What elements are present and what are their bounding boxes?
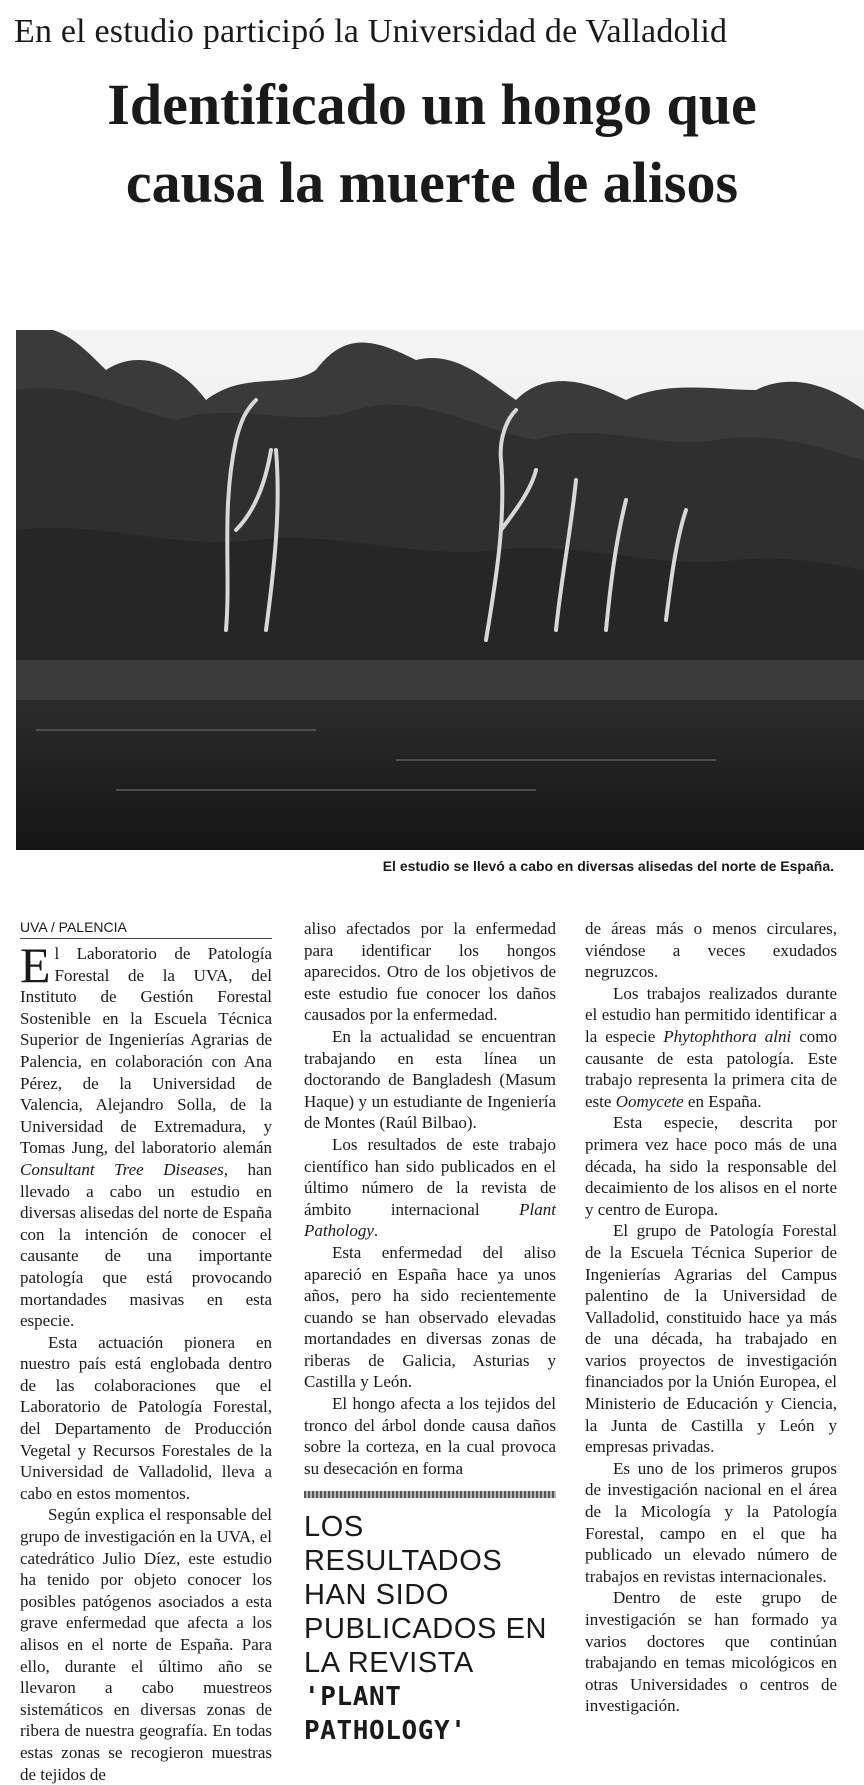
article-photo bbox=[16, 330, 864, 850]
paragraph-2: Esta actuación pionera en nuestro país está englobada dentro de las colaboraciones que el Laboratorio de Patología Forestal, del Departamento de Producción Vegetal y Recursos Forestales de la Universidad de Valladolid, lleva a cabo en estos momentos. bbox=[20, 1332, 272, 1503]
article-column-2 bbox=[304, 918, 556, 1748]
paragraph-13: Es uno de los primeros grupos de investigación nacional en el área de la Micología y la Patología Forestal, campo en el que ha publicado un elevado número de trabajos en revistas internacionales. bbox=[585, 1458, 837, 1586]
paragraph-7: Esta enfermedad del aliso apareció en España hace ya unos años, pero ha sido recientemente cuando se han observado elevadas mortandades en diversas zonas de riberas de Galicia, Asturias y Castilla y León. bbox=[304, 1242, 556, 1392]
pullquote-rule bbox=[304, 1491, 556, 1498]
paragraph-4: aliso afectados por la enfermedad para identificar los hongos aparecidos. Otro de los objetivos de este estudio fue conocer los daños causados por la enfermedad. bbox=[304, 919, 556, 1025]
drop-cap: E bbox=[20, 937, 51, 993]
paragraph-9: de áreas más o menos circulares, viéndose a veces exudados negruzcos. bbox=[585, 919, 837, 982]
byline: UVA / PALENCIA bbox=[20, 918, 272, 939]
headline-line-2: causa la muerte de alisos bbox=[125, 150, 739, 215]
article-column-3 bbox=[585, 918, 837, 1717]
paragraph-12: El grupo de Patología Forestal de la Escuela Técnica Superior de Ingenierías Agrarias del Campus palentino de la Universidad de Valladolid, constituido hace ya más de una década, ha trabajado en varios proyectos de investigación financiados por la Unión Europea, el Ministerio de Educación y Ciencia, la Junta de Castilla y León y empresas privadas. bbox=[585, 1221, 837, 1457]
pullquote-text: LOS RESULTADOS HAN SIDO PUBLICADOS EN LA REVISTA bbox=[304, 1511, 548, 1680]
riverbank-photo-illustration bbox=[16, 330, 864, 850]
headline-line-1: Identificado un hongo que bbox=[107, 72, 757, 137]
paragraph-5: En la actualidad se encuentran trabajando en esta línea un doctorando de Bangladesh (Masum Haque) y un estudiante de Ingeniería de Montes (Raúl Bilbao). bbox=[304, 1026, 556, 1133]
paragraph-8: El hongo afecta a los tejidos del tronco del árbol donde causa daños sobre la corteza, en la cual provoca su desecación en forma bbox=[304, 1394, 556, 1478]
paragraph-6: Los resultados de este trabajo científico han sido publicados en el último número de la revista de ámbito internacional Plant Pathology. bbox=[304, 1134, 556, 1241]
paragraph-3: Según explica el responsable del grupo de investigación en la UVA, el catedrático Julio Díez, este estudio ha tenido por objeto conocer los posibles patógenos asociados a esta grave enfermedad que afecta a los alisos en el norte de España. Para ello, durante el último año se llevaron a cabo muestreos sistemáticos en diversas zonas de ribera de nuestra geografía. En todas estas zonas se recogieron muestras de tejidos de bbox=[20, 1505, 272, 1784]
paragraph-11: Esta especie, descrita por primera vez hace poco más de una década, ha sido la responsable del decaimiento de los alisos en el norte y centro de Europa. bbox=[585, 1113, 837, 1219]
article-headline bbox=[0, 66, 864, 222]
article-kicker: En el estudio participó la Universidad de Valladolid bbox=[14, 13, 728, 50]
article-column-1 bbox=[20, 918, 272, 1785]
paragraph-10: Los trabajos realizados durante el estudio han permitido identificar a la especie Phytophthora alni como causante de esta patología. Este trabajo representa la primera cita de este Oomycete en España. bbox=[585, 983, 837, 1111]
photo-caption: El estudio se llevó a cabo en diversas alisedas del norte de España. bbox=[382, 858, 834, 874]
pullquote-journal: 'PLANT PATHOLOGY' bbox=[304, 1682, 467, 1747]
paragraph-1: El Laboratorio de Patología Forestal de la UVA, del Instituto de Gestión Forestal Sostenible en la Escuela Técnica Superior de Ingenierías Agrarias de Palencia, en colaboración con Ana Pérez, de la Universidad de Valencia, Alejandro Solla, de la Universidad de Extremadura, y Tomas Jung, del laboratorio alemán Consultant Tree Diseases, han llevado a cabo un estudio en diversas alisedas del norte de España con la intención de conocer el causante de una importante patología que está provocando mortandades masivas en esta especie. bbox=[20, 937, 272, 1331]
pullquote bbox=[304, 1510, 556, 1748]
paragraph-14: Dentro de este grupo de investigación se han formado ya varios doctores que continúan trabajando en temas micológicos en otras Universidades o centros de investigación. bbox=[585, 1588, 837, 1716]
